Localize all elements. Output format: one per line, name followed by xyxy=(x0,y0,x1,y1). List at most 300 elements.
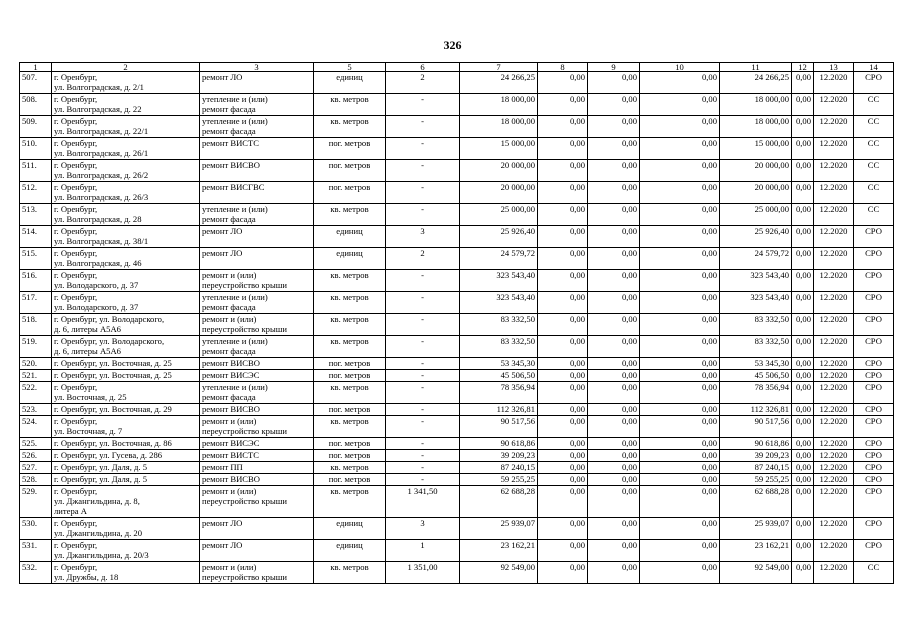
cost-col8-cell: 0,00 xyxy=(538,204,588,226)
cost-col8-cell: 0,00 xyxy=(538,270,588,292)
cost-col9-cell: 0,00 xyxy=(588,182,640,204)
method-cell: СРО xyxy=(854,404,894,416)
address-line: г. Оренбург, ул. Гусева, д. 286 xyxy=(54,450,163,460)
address-line: г. Оренбург, xyxy=(54,138,98,148)
method-cell: СРО xyxy=(854,292,894,314)
table-row xyxy=(20,94,894,116)
cost-col9-cell: 0,00 xyxy=(588,358,640,370)
column-header: 9 xyxy=(588,63,640,72)
deadline-cell: 12.2020 xyxy=(814,462,854,474)
table-row xyxy=(20,382,894,404)
cost-col11-cell: 83 332,50 xyxy=(720,314,792,336)
quantity-cell: - xyxy=(386,182,460,204)
unit-cell: пог. метров xyxy=(314,182,386,204)
work-type-line: ремонт ВИСГВС xyxy=(202,182,265,192)
deadline-cell: 12.2020 xyxy=(814,450,854,462)
row-number: 526. xyxy=(20,450,52,462)
cost-col11-cell: 20 000,00 xyxy=(720,182,792,204)
cost-total-cell: 323 543,40 xyxy=(460,270,538,292)
cost-col12-cell: 0,00 xyxy=(792,138,814,160)
work-type-cell xyxy=(200,204,314,226)
work-type-line: ремонт ЛО xyxy=(202,540,243,550)
deadline-cell: 12.2020 xyxy=(814,336,854,358)
cost-col10-cell: 0,00 xyxy=(640,518,720,540)
cost-total-cell: 25 000,00 xyxy=(460,204,538,226)
work-type-cell xyxy=(200,270,314,292)
cost-total-cell: 25 926,40 xyxy=(460,226,538,248)
cost-col10-cell: 0,00 xyxy=(640,486,720,518)
work-type-line: ремонт фасада xyxy=(202,392,256,402)
deadline-cell: 12.2020 xyxy=(814,182,854,204)
address-line: г. Оренбург, xyxy=(54,292,98,302)
row-number: 528. xyxy=(20,474,52,486)
cost-col8-cell: 0,00 xyxy=(538,116,588,138)
quantity-cell: - xyxy=(386,336,460,358)
column-header: 10 xyxy=(640,63,720,72)
cost-col12-cell: 0,00 xyxy=(792,182,814,204)
work-type-cell xyxy=(200,462,314,474)
deadline-cell: 12.2020 xyxy=(814,72,854,94)
row-number: 530. xyxy=(20,518,52,540)
cost-col10-cell: 0,00 xyxy=(640,358,720,370)
method-cell: СРО xyxy=(854,314,894,336)
cost-col10-cell: 0,00 xyxy=(640,416,720,438)
deadline-cell: 12.2020 xyxy=(814,486,854,518)
address-line: ул. Волгоградская, д. 26/1 xyxy=(54,148,149,158)
address-line: ул. Дружбы, д. 18 xyxy=(54,572,119,582)
method-cell: СРО xyxy=(854,518,894,540)
work-type-line: переустройство крыши xyxy=(202,496,287,506)
unit-cell: кв. метров xyxy=(314,94,386,116)
deadline-cell: 12.2020 xyxy=(814,370,854,382)
quantity-cell: 3 xyxy=(386,226,460,248)
address-line: г. Оренбург, ул. Восточная, д. 25 xyxy=(54,358,172,368)
deadline-cell: 12.2020 xyxy=(814,314,854,336)
work-type-cell xyxy=(200,486,314,518)
unit-cell: кв. метров xyxy=(314,314,386,336)
cost-col8-cell: 0,00 xyxy=(538,416,588,438)
cost-col8-cell: 0,00 xyxy=(538,336,588,358)
table-row xyxy=(20,540,894,562)
work-type-line: ремонт ВИСВО xyxy=(202,160,260,170)
address-cell xyxy=(52,138,200,160)
method-cell: СРО xyxy=(854,462,894,474)
address-cell xyxy=(52,540,200,562)
unit-cell: единиц xyxy=(314,540,386,562)
cost-col11-cell: 25 926,40 xyxy=(720,226,792,248)
cost-col9-cell: 0,00 xyxy=(588,518,640,540)
work-type-cell xyxy=(200,248,314,270)
row-number: 512. xyxy=(20,182,52,204)
table-row xyxy=(20,314,894,336)
work-type-cell xyxy=(200,540,314,562)
cost-col9-cell: 0,00 xyxy=(588,94,640,116)
method-cell: СС xyxy=(854,138,894,160)
address-line: г. Оренбург, ул. Володарского, xyxy=(54,314,165,324)
work-type-cell xyxy=(200,474,314,486)
address-line: ул. Восточная, д. 7 xyxy=(54,426,123,436)
work-type-line: утепление и (или) xyxy=(202,204,268,214)
work-type-line: утепление и (или) xyxy=(202,382,268,392)
cost-col11-cell: 39 209,23 xyxy=(720,450,792,462)
cost-total-cell: 24 266,25 xyxy=(460,72,538,94)
cost-col11-cell: 24 266,25 xyxy=(720,72,792,94)
table-row xyxy=(20,72,894,94)
column-header: 1 xyxy=(20,63,52,72)
address-line: г. Оренбург, xyxy=(54,72,98,82)
address-cell xyxy=(52,562,200,584)
deadline-cell: 12.2020 xyxy=(814,292,854,314)
unit-cell: кв. метров xyxy=(314,382,386,404)
table-row xyxy=(20,248,894,270)
cost-col10-cell: 0,00 xyxy=(640,404,720,416)
cost-col10-cell: 0,00 xyxy=(640,72,720,94)
work-type-cell xyxy=(200,416,314,438)
unit-cell: пог. метров xyxy=(314,474,386,486)
address-cell xyxy=(52,518,200,540)
quantity-cell: - xyxy=(386,370,460,382)
method-cell: СС xyxy=(854,160,894,182)
cost-col12-cell: 0,00 xyxy=(792,450,814,462)
work-type-cell xyxy=(200,314,314,336)
address-line: г. Оренбург, ул. Даля, д. 5 xyxy=(54,474,148,484)
work-type-line: ремонт ЛО xyxy=(202,226,243,236)
work-type-cell xyxy=(200,116,314,138)
work-type-line: ремонт и (или) xyxy=(202,486,257,496)
quantity-cell: 1 351,00 xyxy=(386,562,460,584)
cost-col8-cell: 0,00 xyxy=(538,138,588,160)
address-cell xyxy=(52,486,200,518)
work-type-line: утепление и (или) xyxy=(202,94,268,104)
address-line: г. Оренбург, xyxy=(54,94,98,104)
column-header: 14 xyxy=(854,63,894,72)
cost-col11-cell: 90 517,56 xyxy=(720,416,792,438)
cost-col8-cell: 0,00 xyxy=(538,358,588,370)
deadline-cell: 12.2020 xyxy=(814,226,854,248)
address-cell xyxy=(52,438,200,450)
unit-cell: пог. метров xyxy=(314,138,386,160)
method-cell: СС xyxy=(854,182,894,204)
cost-col8-cell: 0,00 xyxy=(538,248,588,270)
cost-total-cell: 24 579,72 xyxy=(460,248,538,270)
row-number: 508. xyxy=(20,94,52,116)
address-line: г. Оренбург, xyxy=(54,382,98,392)
column-header: 8 xyxy=(538,63,588,72)
work-type-line: ремонт и (или) xyxy=(202,270,257,280)
deadline-cell: 12.2020 xyxy=(814,416,854,438)
work-type-cell xyxy=(200,562,314,584)
cost-col11-cell: 92 549,00 xyxy=(720,562,792,584)
cost-col11-cell: 78 356,94 xyxy=(720,382,792,404)
table-row xyxy=(20,270,894,292)
work-type-line: ремонт ЛО xyxy=(202,518,243,528)
method-cell: СРО xyxy=(854,226,894,248)
row-number: 507. xyxy=(20,72,52,94)
method-cell: СРО xyxy=(854,72,894,94)
address-cell xyxy=(52,314,200,336)
work-type-line: ремонт ВИСТС xyxy=(202,450,260,460)
address-line: ул. Волгоградская, д. 28 xyxy=(54,214,142,224)
cost-col9-cell: 0,00 xyxy=(588,462,640,474)
address-cell xyxy=(52,204,200,226)
cost-col10-cell: 0,00 xyxy=(640,438,720,450)
cost-col12-cell: 0,00 xyxy=(792,462,814,474)
quantity-cell: - xyxy=(386,382,460,404)
table-row xyxy=(20,336,894,358)
cost-col12-cell: 0,00 xyxy=(792,204,814,226)
work-type-cell xyxy=(200,72,314,94)
work-type-cell xyxy=(200,404,314,416)
address-line: ул. Джангильдина, д. 20/3 xyxy=(54,550,149,560)
cost-col8-cell: 0,00 xyxy=(538,160,588,182)
method-cell: СРО xyxy=(854,486,894,518)
cost-col8-cell: 0,00 xyxy=(538,370,588,382)
cost-col11-cell: 87 240,15 xyxy=(720,462,792,474)
cost-col8-cell: 0,00 xyxy=(538,404,588,416)
cost-col11-cell: 15 000,00 xyxy=(720,138,792,160)
cost-col11-cell: 20 000,00 xyxy=(720,160,792,182)
cost-col12-cell: 0,00 xyxy=(792,160,814,182)
work-type-line: ремонт ВИСЭС xyxy=(202,438,260,448)
row-number: 519. xyxy=(20,336,52,358)
table-row xyxy=(20,450,894,462)
cost-total-cell: 18 000,00 xyxy=(460,116,538,138)
method-cell: СРО xyxy=(854,438,894,450)
work-type-line: переустройство крыши xyxy=(202,280,287,290)
table-row xyxy=(20,518,894,540)
work-type-line: ремонт и (или) xyxy=(202,416,257,426)
address-line: г. Оренбург, xyxy=(54,226,98,236)
row-number: 510. xyxy=(20,138,52,160)
cost-col10-cell: 0,00 xyxy=(640,204,720,226)
cost-total-cell: 323 543,40 xyxy=(460,292,538,314)
address-line: г. Оренбург, ул. Восточная, д. 25 xyxy=(54,370,172,380)
column-header: 13 xyxy=(814,63,854,72)
cost-col10-cell: 0,00 xyxy=(640,450,720,462)
quantity-cell: - xyxy=(386,314,460,336)
address-cell xyxy=(52,292,200,314)
cost-col11-cell: 25 000,00 xyxy=(720,204,792,226)
table-row xyxy=(20,404,894,416)
work-type-cell xyxy=(200,370,314,382)
address-line: г. Оренбург, ул. Даля, д. 5 xyxy=(54,462,148,472)
work-type-cell xyxy=(200,382,314,404)
address-cell xyxy=(52,358,200,370)
cost-col9-cell: 0,00 xyxy=(588,336,640,358)
address-cell xyxy=(52,248,200,270)
deadline-cell: 12.2020 xyxy=(814,562,854,584)
cost-total-cell: 20 000,00 xyxy=(460,160,538,182)
unit-cell: пог. метров xyxy=(314,404,386,416)
cost-col10-cell: 0,00 xyxy=(640,292,720,314)
cost-col8-cell: 0,00 xyxy=(538,438,588,450)
cost-col9-cell: 0,00 xyxy=(588,438,640,450)
unit-cell: пог. метров xyxy=(314,358,386,370)
work-type-cell xyxy=(200,358,314,370)
row-number: 532. xyxy=(20,562,52,584)
cost-col11-cell: 323 543,40 xyxy=(720,270,792,292)
quantity-cell: - xyxy=(386,358,460,370)
cost-col12-cell: 0,00 xyxy=(792,438,814,450)
row-number: 524. xyxy=(20,416,52,438)
cost-total-cell: 45 506,50 xyxy=(460,370,538,382)
work-type-cell xyxy=(200,94,314,116)
cost-col12-cell: 0,00 xyxy=(792,474,814,486)
work-type-cell xyxy=(200,438,314,450)
unit-cell: пог. метров xyxy=(314,370,386,382)
unit-cell: кв. метров xyxy=(314,116,386,138)
cost-col9-cell: 0,00 xyxy=(588,540,640,562)
row-number: 514. xyxy=(20,226,52,248)
cost-col8-cell: 0,00 xyxy=(538,462,588,474)
address-line: г. Оренбург, xyxy=(54,204,98,214)
cost-total-cell: 23 162,21 xyxy=(460,540,538,562)
cost-col12-cell: 0,00 xyxy=(792,270,814,292)
address-line: г. Оренбург, xyxy=(54,160,98,170)
cost-col9-cell: 0,00 xyxy=(588,72,640,94)
cost-col11-cell: 18 000,00 xyxy=(720,116,792,138)
cost-col8-cell: 0,00 xyxy=(538,450,588,462)
work-type-line: ремонт фасада xyxy=(202,214,256,224)
cost-total-cell: 112 326,81 xyxy=(460,404,538,416)
deadline-cell: 12.2020 xyxy=(814,160,854,182)
table-row xyxy=(20,182,894,204)
cost-total-cell: 92 549,00 xyxy=(460,562,538,584)
cost-col12-cell: 0,00 xyxy=(792,72,814,94)
cost-col8-cell: 0,00 xyxy=(538,182,588,204)
quantity-cell: - xyxy=(386,416,460,438)
cost-col8-cell: 0,00 xyxy=(538,72,588,94)
unit-cell: пог. метров xyxy=(314,450,386,462)
row-number: 522. xyxy=(20,382,52,404)
deadline-cell: 12.2020 xyxy=(814,270,854,292)
address-line: ул. Волгоградская, д. 26/2 xyxy=(54,170,149,180)
cost-col12-cell: 0,00 xyxy=(792,486,814,518)
work-type-line: ремонт фасада xyxy=(202,126,256,136)
unit-cell: пог. метров xyxy=(314,160,386,182)
quantity-cell: 1 xyxy=(386,540,460,562)
cost-col8-cell: 0,00 xyxy=(538,562,588,584)
quantity-cell: - xyxy=(386,138,460,160)
table-row xyxy=(20,370,894,382)
address-line: г. Оренбург, xyxy=(54,270,98,280)
table-row xyxy=(20,486,894,518)
table-row xyxy=(20,226,894,248)
cost-col8-cell: 0,00 xyxy=(538,382,588,404)
deadline-cell: 12.2020 xyxy=(814,138,854,160)
unit-cell: кв. метров xyxy=(314,292,386,314)
cost-col11-cell: 25 939,07 xyxy=(720,518,792,540)
cost-col8-cell: 0,00 xyxy=(538,474,588,486)
quantity-cell: - xyxy=(386,474,460,486)
work-type-line: ремонт и (или) xyxy=(202,314,257,324)
work-type-cell xyxy=(200,182,314,204)
work-type-cell xyxy=(200,336,314,358)
row-number: 529. xyxy=(20,486,52,518)
row-number: 531. xyxy=(20,540,52,562)
method-cell: СРО xyxy=(854,474,894,486)
quantity-cell: 3 xyxy=(386,518,460,540)
method-cell: СРО xyxy=(854,416,894,438)
column-header: 7 xyxy=(460,63,538,72)
unit-cell: пог. метров xyxy=(314,438,386,450)
cost-col9-cell: 0,00 xyxy=(588,204,640,226)
cost-col11-cell: 112 326,81 xyxy=(720,404,792,416)
address-line: г. Оренбург, xyxy=(54,562,98,572)
cost-total-cell: 20 000,00 xyxy=(460,182,538,204)
work-type-line: ремонт ЛО xyxy=(202,248,243,258)
deadline-cell: 12.2020 xyxy=(814,518,854,540)
work-type-cell xyxy=(200,226,314,248)
deadline-cell: 12.2020 xyxy=(814,116,854,138)
address-cell xyxy=(52,94,200,116)
cost-col9-cell: 0,00 xyxy=(588,226,640,248)
cost-col8-cell: 0,00 xyxy=(538,486,588,518)
address-line: д. 6, литеры А5А6 xyxy=(54,346,121,356)
cost-col11-cell: 18 000,00 xyxy=(720,94,792,116)
quantity-cell: - xyxy=(386,450,460,462)
cost-col10-cell: 0,00 xyxy=(640,562,720,584)
quantity-cell: - xyxy=(386,292,460,314)
address-line: ул. Джангильдина, д. 20 xyxy=(54,528,142,538)
cost-col12-cell: 0,00 xyxy=(792,416,814,438)
header-row xyxy=(20,63,894,72)
repair-table xyxy=(19,62,894,584)
cost-col8-cell: 0,00 xyxy=(538,94,588,116)
table-row xyxy=(20,562,894,584)
cost-col9-cell: 0,00 xyxy=(588,160,640,182)
work-type-cell xyxy=(200,292,314,314)
row-number: 520. xyxy=(20,358,52,370)
cost-col10-cell: 0,00 xyxy=(640,182,720,204)
address-line: г. Оренбург, xyxy=(54,116,98,126)
column-header: 5 xyxy=(314,63,386,72)
work-type-line: ремонт и (или) xyxy=(202,562,257,572)
column-header: 6 xyxy=(386,63,460,72)
page-number: 326 xyxy=(443,38,462,52)
deadline-cell: 12.2020 xyxy=(814,358,854,370)
quantity-cell: - xyxy=(386,94,460,116)
cost-col9-cell: 0,00 xyxy=(588,404,640,416)
cost-col11-cell: 53 345,30 xyxy=(720,358,792,370)
cost-total-cell: 62 688,28 xyxy=(460,486,538,518)
cost-total-cell: 90 517,56 xyxy=(460,416,538,438)
address-cell xyxy=(52,416,200,438)
address-cell xyxy=(52,116,200,138)
address-line: г. Оренбург, ул. Восточная, д. 86 xyxy=(54,438,172,448)
cost-col10-cell: 0,00 xyxy=(640,382,720,404)
work-type-line: ремонт ВИСЭС xyxy=(202,370,260,380)
quantity-cell: 2 xyxy=(386,72,460,94)
method-cell: СС xyxy=(854,562,894,584)
table-row xyxy=(20,438,894,450)
row-number: 513. xyxy=(20,204,52,226)
address-line: г. Оренбург, ул. Восточная, д. 29 xyxy=(54,404,172,414)
cost-col9-cell: 0,00 xyxy=(588,416,640,438)
cost-col12-cell: 0,00 xyxy=(792,292,814,314)
work-type-line: ремонт ВИСВО xyxy=(202,404,260,414)
cost-total-cell: 25 939,07 xyxy=(460,518,538,540)
work-type-cell xyxy=(200,450,314,462)
cost-col12-cell: 0,00 xyxy=(792,404,814,416)
unit-cell: кв. метров xyxy=(314,336,386,358)
work-type-cell xyxy=(200,518,314,540)
work-type-line: ремонт ПП xyxy=(202,462,243,472)
cost-col9-cell: 0,00 xyxy=(588,248,640,270)
row-number: 525. xyxy=(20,438,52,450)
row-number: 516. xyxy=(20,270,52,292)
cost-col9-cell: 0,00 xyxy=(588,370,640,382)
